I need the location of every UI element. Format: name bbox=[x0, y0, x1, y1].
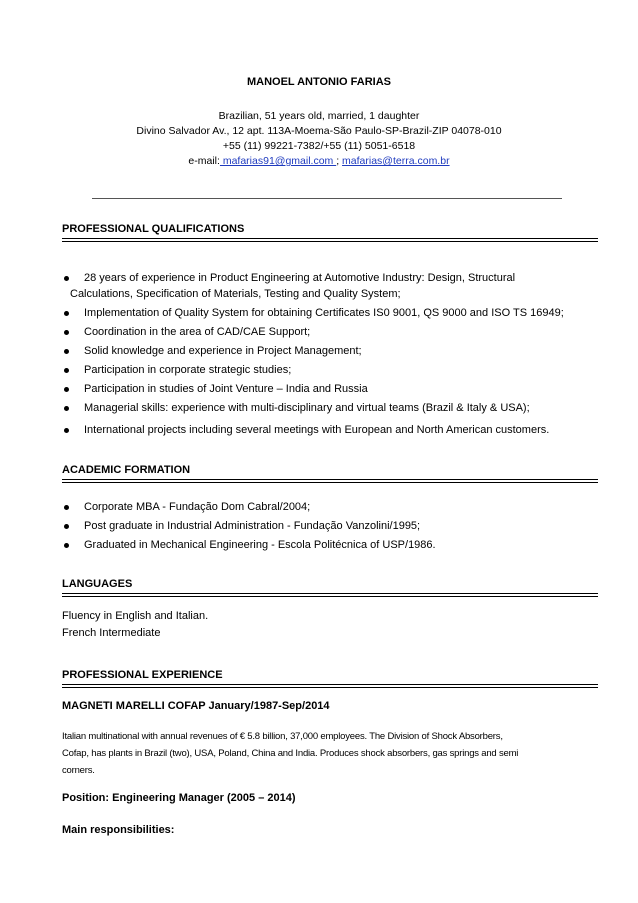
section-languages bbox=[62, 578, 598, 597]
list-item: Implementation of Quality System for obtaining Certificates IS0 9001, QS 9000 and ISO TS 16949; bbox=[62, 305, 622, 321]
description-line: Italian multinational with annual revenues of € 5.8 billion, 37,000 employees. The Division of Shock Absorbers, bbox=[62, 731, 503, 742]
section-title: PROFESSIONAL QUALIFICATIONS bbox=[62, 223, 245, 235]
bullet-icon bbox=[64, 349, 69, 354]
bullet-icon bbox=[64, 311, 69, 316]
section-academic bbox=[62, 464, 598, 483]
section-title: ACADEMIC FORMATION bbox=[62, 464, 191, 476]
list-item: Participation in studies of Joint Venture – India and Russia bbox=[62, 381, 622, 397]
section-title: LANGUAGES bbox=[62, 578, 133, 590]
list-item: Post graduate in Industrial Administration - Fundação Vanzolini/1995; bbox=[62, 518, 622, 534]
qualifications-list bbox=[62, 270, 622, 438]
description-line: corners. bbox=[62, 765, 95, 776]
phone-numbers: +55 (11) 99221-7382/+55 (11) 5051-6518 bbox=[222, 140, 416, 152]
bullet-icon bbox=[64, 505, 69, 510]
bullet-icon bbox=[64, 543, 69, 548]
list-item-continuation: Calculations, Specification of Materials, Testing and Quality System; bbox=[70, 288, 401, 300]
section-underline bbox=[62, 593, 598, 597]
language-line: French Intermediate bbox=[62, 627, 161, 639]
bullet-icon bbox=[64, 524, 69, 529]
bullet-icon bbox=[64, 428, 69, 433]
bullet-icon bbox=[64, 368, 69, 373]
description-line: Cofap, has plants in Brazil (two), USA, Poland, China and India. Produces shock absorbers, gas springs and semi bbox=[62, 748, 519, 759]
address: Divino Salvador Av., 12 apt. 113A-Moema-São Paulo-SP-Brazil-ZIP 04078-010 bbox=[136, 125, 502, 137]
section-underline bbox=[62, 479, 598, 483]
list-item: Coordination in the area of CAD/CAE Support; bbox=[62, 324, 622, 340]
list-item: Participation in corporate strategic studies; bbox=[62, 362, 622, 378]
section-underline bbox=[62, 238, 598, 242]
languages-text bbox=[62, 608, 208, 642]
company-description bbox=[62, 728, 622, 779]
language-line: Fluency in English and Italian. bbox=[62, 610, 209, 622]
bullet-icon bbox=[64, 276, 69, 281]
personal-info: Brazilian, 51 years old, married, 1 daughter bbox=[218, 110, 420, 122]
section-title: PROFESSIONAL EXPERIENCE bbox=[62, 669, 223, 681]
academic-list bbox=[62, 499, 622, 553]
list-item: International projects including several meetings with European and North American customers. bbox=[62, 422, 622, 438]
list-item: 28 years of experience in Product Engineering at Automotive Industry: Design, Structural Calculations, Specification of Materials, Testing and Quality System; bbox=[62, 270, 622, 302]
bullet-icon bbox=[64, 330, 69, 335]
section-underline bbox=[62, 684, 598, 688]
position-title: Position: Engineering Manager (2005 – 2014) bbox=[62, 792, 296, 804]
candidate-name: MANOEL ANTONIO FARIAS bbox=[246, 76, 392, 88]
email-line bbox=[0, 154, 638, 169]
header-divider bbox=[92, 198, 562, 199]
responsibilities-heading: Main responsibilities: bbox=[62, 824, 175, 836]
email-prefix: e-mail: bbox=[188, 155, 220, 167]
section-experience bbox=[62, 669, 598, 688]
bullet-icon bbox=[64, 387, 69, 392]
list-item: Managerial skills: experience with multi-disciplinary and virtual teams (Brazil & Italy & USA); bbox=[62, 400, 622, 416]
email-link-gmail[interactable]: mafarias91@gmail.com bbox=[219, 155, 337, 167]
bullet-icon bbox=[64, 406, 69, 411]
list-item: Corporate MBA - Fundação Dom Cabral/2004; bbox=[62, 499, 622, 515]
list-item: Solid knowledge and experience in Project Management; bbox=[62, 343, 622, 359]
contact-block bbox=[0, 109, 638, 169]
list-item: Graduated in Mechanical Engineering - Escola Politécnica of USP/1986. bbox=[62, 537, 622, 553]
email-separator: ; bbox=[336, 155, 340, 167]
email-link-terra[interactable]: mafarias@terra.com.br bbox=[342, 155, 450, 167]
section-qualifications bbox=[62, 223, 598, 242]
company-name: MAGNETI MARELLI COFAP January/1987-Sep/2014 bbox=[62, 700, 330, 712]
